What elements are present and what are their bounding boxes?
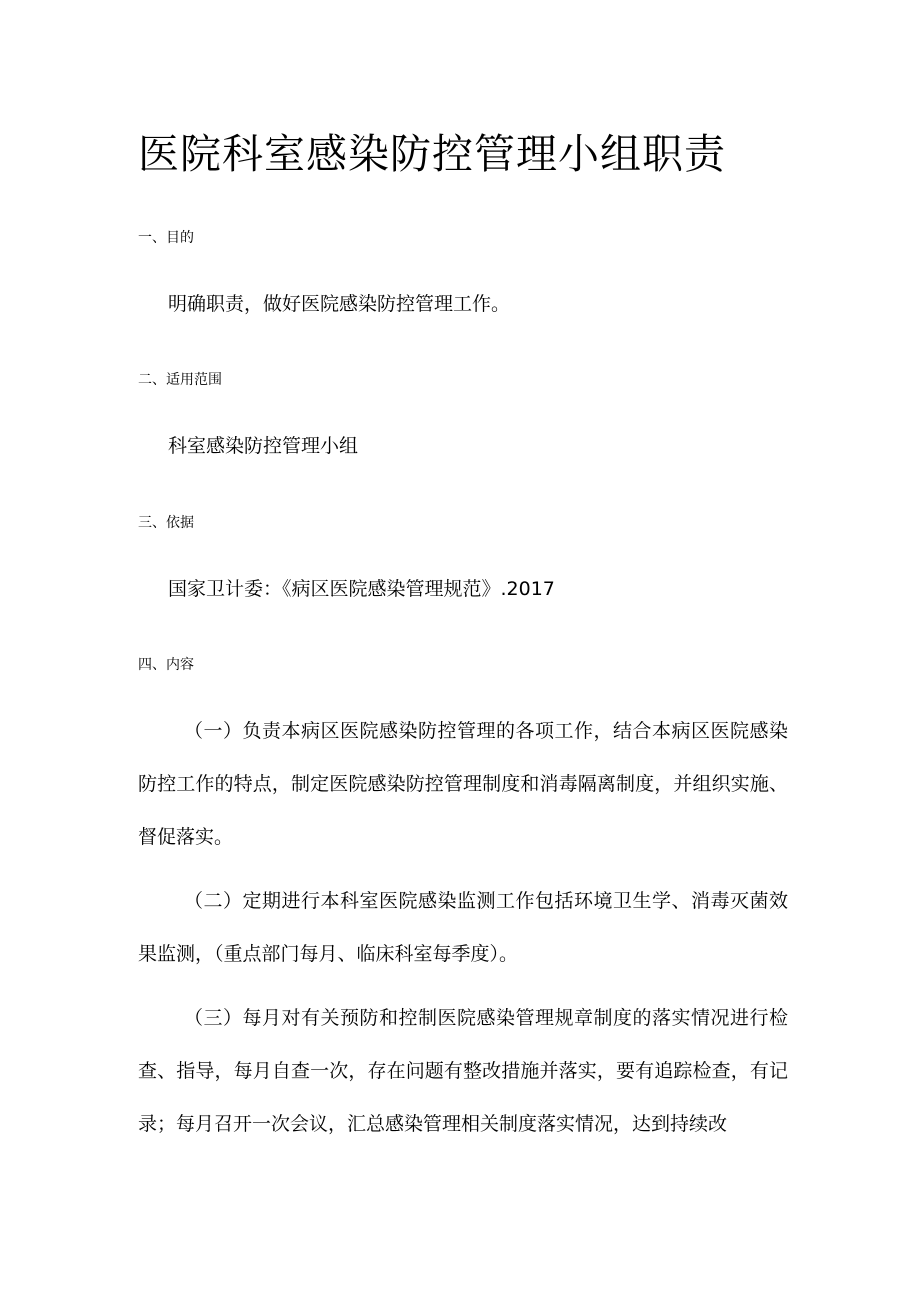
section-heading-basis: 三、依据 bbox=[138, 515, 194, 531]
content-paragraph-3: （三）每月对有关预防和控制医院感染管理规章制度的落实情况进行检查、指导，每月自查一次，存在问题有整改措施并落实，要有追踪检查，有记录；每月召开一次会议，汇总感染管理相关制度落实情况，达到持续改 bbox=[138, 1007, 788, 1135]
document-title: 医院科室感染防控管理小组职责 bbox=[138, 130, 726, 178]
section-heading-purpose: 一、目的 bbox=[138, 230, 194, 246]
section-body-purpose: 明确职责，做好医院感染防控管理工作。 bbox=[168, 293, 511, 315]
section-heading-content: 四、内容 bbox=[138, 657, 194, 673]
section-body-basis: 国家卫计委：《病区医院感染管理规范》.2017 bbox=[168, 578, 555, 600]
content-paragraph-2: （二）定期进行本科室医院感染监测工作包括环境卫生学、消毒灭菌效果监测，（重点部门每月、临床科室每季度）。 bbox=[138, 890, 788, 965]
section-heading-scope: 二、适用范围 bbox=[138, 372, 222, 388]
section-body-scope: 科室感染防控管理小组 bbox=[168, 435, 359, 457]
content-paragraph-1: （一）负责本病区医院感染防控管理的各项工作，结合本病区医院感染防控工作的特点，制定医院感染防控管理制度和消毒隔离制度，并组织实施、督促落实。 bbox=[138, 720, 788, 848]
